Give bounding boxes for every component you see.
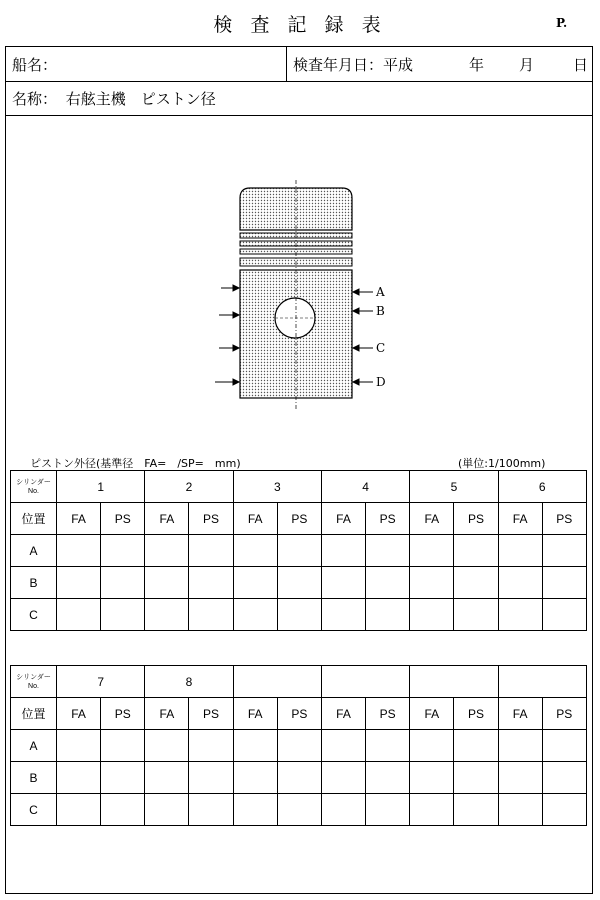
value-cell[interactable] [498,730,542,762]
value-cell[interactable] [233,762,277,794]
value-cell[interactable] [101,535,145,567]
value-cell[interactable] [366,794,410,826]
value-cell[interactable] [454,535,498,567]
row-label: B [11,762,57,794]
cylinder-number: 8 [145,666,233,698]
sub-header: FA [498,698,542,730]
value-cell[interactable] [277,794,321,826]
month-label: 月 [519,56,535,74]
value-cell[interactable] [321,762,365,794]
measurement-table-1 [10,470,587,631]
sub-header: FA [321,503,365,535]
row-label: A [11,535,57,567]
value-cell[interactable] [454,730,498,762]
value-cell[interactable] [321,730,365,762]
sub-header: FA [57,698,101,730]
unit-note: (単位:1/100mm) [458,457,546,470]
value-cell[interactable] [57,794,101,826]
value-cell[interactable] [366,567,410,599]
row-label: A [11,730,57,762]
value-cell[interactable] [101,599,145,631]
sub-header: FA [233,698,277,730]
row-label: C [11,794,57,826]
sub-header: FA [410,503,454,535]
item-name [12,88,216,109]
value-cell[interactable] [410,762,454,794]
sub-header: PS [366,503,410,535]
ship-name-label: 船名： [12,56,58,74]
cylinder-header: シリンダー No. [11,666,57,698]
measure-label-d: D [376,375,386,389]
value-cell[interactable] [277,730,321,762]
info-row-2 [6,81,592,116]
value-cell[interactable] [57,730,101,762]
value-cell[interactable] [145,567,189,599]
position-header: 位置 [11,698,57,730]
cylinder-number [410,666,498,698]
value-cell[interactable] [233,567,277,599]
value-cell[interactable] [498,567,542,599]
cylinder-number: 6 [498,471,586,503]
inspection-date-label: 検査年月日：平成 [293,56,414,74]
cylinder-number: 7 [57,666,145,698]
sub-header: PS [277,698,321,730]
table-row [11,535,587,567]
value-cell[interactable] [101,762,145,794]
value-cell[interactable] [321,567,365,599]
value-cell[interactable] [189,762,233,794]
value-cell[interactable] [321,535,365,567]
row-label: C [11,599,57,631]
cylinder-number: 5 [410,471,498,503]
value-cell[interactable] [498,794,542,826]
value-cell[interactable] [410,599,454,631]
value-cell[interactable] [57,535,101,567]
value-cell[interactable] [189,730,233,762]
sub-header: FA [57,503,101,535]
info-row-1 [6,47,592,82]
value-cell[interactable] [498,599,542,631]
value-cell[interactable] [145,762,189,794]
table-row [11,794,587,826]
value-cell[interactable] [366,599,410,631]
value-cell[interactable] [410,730,454,762]
cylinder-number [233,666,321,698]
sub-header: PS [366,698,410,730]
sub-header: PS [101,503,145,535]
value-cell[interactable] [410,794,454,826]
value-cell[interactable] [189,567,233,599]
value-cell[interactable] [542,730,586,762]
sub-header: FA [145,698,189,730]
value-cell[interactable] [233,730,277,762]
value-cell[interactable] [542,794,586,826]
sub-header: PS [189,503,233,535]
value-cell[interactable] [321,599,365,631]
value-cell[interactable] [277,535,321,567]
value-cell[interactable] [410,535,454,567]
row-label: B [11,567,57,599]
value-cell[interactable] [542,567,586,599]
table-row [11,730,587,762]
value-cell[interactable] [498,762,542,794]
sub-header: PS [101,698,145,730]
cylinder-number [321,666,409,698]
item-name-value: 右舷主機 ピストン径 [65,90,216,108]
value-cell[interactable] [189,599,233,631]
value-cell[interactable] [101,567,145,599]
table-row [11,599,587,631]
sub-header: FA [145,503,189,535]
value-cell[interactable] [321,794,365,826]
measure-label-a: A [376,285,385,299]
value-cell[interactable] [189,794,233,826]
value-cell[interactable] [101,794,145,826]
position-header: 位置 [11,503,57,535]
value-cell[interactable] [233,535,277,567]
sub-header: FA [498,503,542,535]
page-title: 検 査 記 録 表 [213,14,387,36]
value-cell[interactable] [145,730,189,762]
sub-header: PS [277,503,321,535]
value-cell[interactable] [189,535,233,567]
table-row [11,762,587,794]
cylinder-number: 3 [233,471,321,503]
value-cell[interactable] [277,567,321,599]
sub-header: FA [410,698,454,730]
table-row [11,567,587,599]
sub-header: PS [189,698,233,730]
table-caption: ピストン外径(基準径 FA= /SP= mm) [30,457,241,470]
value-cell[interactable] [233,599,277,631]
sub-header: PS [542,698,586,730]
cylinder-header: シリンダー No. [11,471,57,503]
page-number-mark: P. [556,16,568,30]
value-cell[interactable] [454,762,498,794]
year-label: 年 [469,56,485,74]
value-cell[interactable] [277,599,321,631]
value-cell[interactable] [542,599,586,631]
value-cell[interactable] [57,762,101,794]
value-cell[interactable] [277,762,321,794]
value-cell[interactable] [101,730,145,762]
measure-label-b: B [376,304,385,318]
value-cell[interactable] [57,567,101,599]
cylinder-number: 4 [321,471,409,503]
value-cell[interactable] [542,535,586,567]
piston-diagram [215,178,395,418]
value-cell[interactable] [57,599,101,631]
value-cell[interactable] [498,535,542,567]
measurement-table-2 [10,665,587,826]
sub-header: PS [542,503,586,535]
day-label: 日 [573,56,589,74]
info-divider [286,47,287,81]
value-cell[interactable] [542,762,586,794]
cylinder-number: 2 [145,471,233,503]
sub-header: PS [454,698,498,730]
value-cell[interactable] [454,567,498,599]
value-cell[interactable] [410,567,454,599]
cylinder-number [498,666,586,698]
sub-header: PS [454,503,498,535]
sub-header: FA [233,503,277,535]
value-cell[interactable] [366,762,410,794]
sub-header: FA [321,698,365,730]
measure-label-c: C [376,341,386,355]
value-cell[interactable] [233,794,277,826]
value-cell[interactable] [366,730,410,762]
value-cell[interactable] [366,535,410,567]
value-cell[interactable] [454,794,498,826]
cylinder-number: 1 [57,471,145,503]
value-cell[interactable] [145,794,189,826]
value-cell[interactable] [454,599,498,631]
value-cell[interactable] [145,599,189,631]
value-cell[interactable] [145,535,189,567]
item-name-label: 名称： [12,90,58,108]
